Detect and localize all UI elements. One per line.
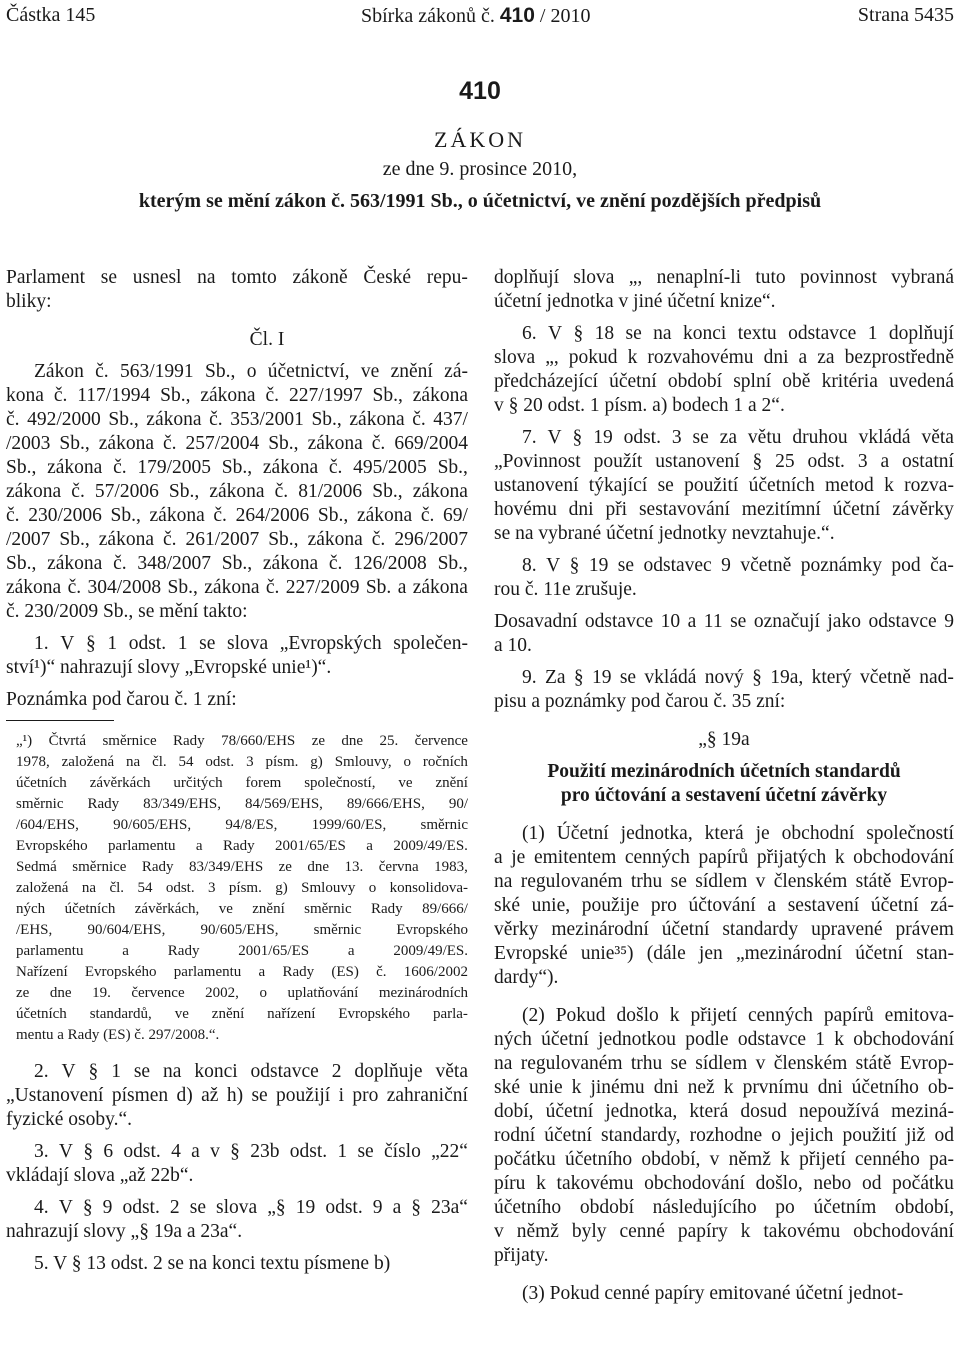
text-line: se na vybrané účetní jednotky nevztahuje.“. [494, 523, 835, 544]
footnote-line: ze dne 19. července 2002, o uplatňování mezinárodních [16, 985, 468, 1001]
text-line: ské unie k jinému dni než k prvnímu dni účetního ob- [494, 1077, 954, 1098]
text-line: kona č. 117/1994 Sb., zákona č. 227/1997 Sb., zákona [6, 385, 468, 406]
paragraph [494, 1004, 954, 1268]
text-line: 2. V § 1 se na konci odstavce 2 doplňuje věta [34, 1061, 468, 1082]
paragraph [494, 610, 954, 658]
section-label: Čl. I [249, 329, 285, 350]
text-line: dobí, účetní jednotka, která dosud nepoužívá meziná- [494, 1101, 954, 1122]
spacer [494, 658, 954, 666]
text-line: bliky: [6, 291, 52, 312]
spacer [6, 1046, 468, 1060]
footnote-line: ných účetních závěrkách, ve znění směrnic Rady 89/666/ [16, 901, 468, 917]
text-line: č. 492/2000 Sb., zákona č. 353/2001 Sb., zákona č. 437/ [6, 409, 468, 430]
paragraph [494, 266, 954, 314]
text-line: na regulovaném trhu se sídlem v členském státě Evrop- [494, 871, 954, 892]
text-line: ské unie, použije pro účtování a sestavení účetní zá- [494, 895, 954, 916]
right-column [494, 266, 954, 1306]
text-line: pisu a poznámky pod čarou č. 35 zní: [494, 691, 786, 712]
text-line: počátku účetního období, v němž k přijetí cenného pa- [494, 1149, 954, 1170]
header-year: / 2010 [534, 5, 591, 27]
header-number: 410 [499, 4, 535, 27]
text-line: účetní jednotka v jiné účetní knize“. [494, 291, 776, 312]
paragraph [494, 822, 954, 990]
text-line: Sb., zákona č. 348/2007 Sb., zákona č. 126/2008 Sb., [6, 553, 468, 574]
text-line: 4. V § 9 odst. 2 se slova „§ 19 odst. 9 a § 23a“ [34, 1197, 468, 1218]
spacer [494, 714, 954, 728]
spacer [6, 1244, 468, 1252]
text-line: /2007 Sb., zákona č. 261/2007 Sb., zákona č. 296/2007 [6, 529, 468, 550]
footnote-line: účetních závěrkách určitých forem společností, ve znění [16, 775, 468, 791]
paragraph [6, 360, 468, 624]
text-line: (2) Pokud došlo k přijetí cenných papírů emitova- [522, 1005, 954, 1026]
footnote-line: 1978, založená na čl. 54 odst. 3 písm. g) Smlouvy, o ročních [16, 754, 468, 770]
footnote-line: účetních standardů, ve znění nařízení Evropského parla- [16, 1006, 468, 1022]
footnote [6, 731, 468, 1046]
text-line: 3. V § 6 odst. 4 a v § 23b odst. 1 se číslo „22“ [34, 1141, 468, 1162]
spacer [494, 1268, 954, 1282]
text-line: a je emitentem cenných papírů přijatých k obchodování [494, 847, 954, 868]
text-line: slova „, pokud k rozvahovému dni a za bezprostředně [494, 347, 954, 368]
section-heading: pro účtování a sestavení účetní závěrky [560, 785, 888, 806]
paragraph [6, 266, 468, 314]
footnote-line: „¹) Čtvrtá směrnice Rady 78/660/EHS ze dne 25. července [16, 733, 468, 749]
text-line: píru k takovému obchodování došlo, nebo od počátku [494, 1173, 954, 1194]
section-heading: Použití mezinárodních účetních standardů [547, 761, 901, 782]
text-line: č. 230/2006 Sb., zákona č. 264/2006 Sb., zákona č. 69/ [6, 505, 468, 526]
footnote-line: parlamentu a Rady 2001/65/ES a 2009/49/ES. [16, 943, 468, 959]
text-line: v § 20 odst. 1 písm. a) bodech 1 a 2“. [494, 395, 785, 416]
text-line: přijaty. [494, 1245, 549, 1266]
footnote-line: /604/EHS, 90/605/EHS, 94/8/ES, 1999/60/ES, směrnic [16, 817, 468, 833]
text-line: 5. V § 13 odst. 2 se na konci textu písmene b) [34, 1253, 391, 1274]
spacer [6, 1132, 468, 1140]
header-page-number: Strana 5435 [857, 4, 954, 26]
spacer [6, 1188, 468, 1196]
paragraph [494, 1282, 954, 1306]
spacer [6, 352, 468, 360]
text-line: Dosavadní odstavce 10 a 11 se označují jako odstavce 9 [494, 611, 954, 632]
text-line: Zákon č. 563/1991 Sb., o účetnictví, ve znění zá- [34, 361, 468, 382]
law-number: 410 [459, 77, 501, 105]
footnote-line: Evropského parlamentu a Rady 2001/65/ES a 2009/49/ES. [16, 838, 468, 854]
text-line: nahrazují slovy „§ 19a a 23a“. [6, 1221, 243, 1242]
text-line: 7. V § 19 odst. 3 se za větu druhou vkládá věta [522, 427, 954, 448]
footnote-line: Nařízení Evropského parlamentu a Rady (ES) č. 1606/2002 [16, 964, 468, 980]
spacer [494, 752, 954, 760]
paragraph [6, 1196, 468, 1244]
text-line: zákona č. 57/2006 Sb., zákona č. 81/2006 Sb., zákona [6, 481, 468, 502]
text-line: „Povinnost použít ustanovení § 25 odst. 3 a ostatní [494, 451, 954, 472]
text-line: ustanovení týkající se použití účetních metod k rozva- [494, 475, 954, 496]
law-date: ze dne 9. prosince 2010, [382, 158, 578, 180]
spacer [6, 624, 468, 632]
footnote-line: směrnic Rady 83/349/EHS, 84/569/EHS, 89/666/EHS, 90/ [16, 796, 468, 812]
footnote-separator [6, 720, 114, 721]
text-line: Parlament se usnesl na tomto zákoně České repu- [6, 267, 468, 288]
text-line: „Ustanovení písmen d) až h) se použijí i pro zahraniční [6, 1085, 468, 1106]
spacer [494, 808, 954, 822]
spacer [494, 418, 954, 426]
text-line: 6. V § 18 se na konci textu odstavce 1 doplňují [522, 323, 954, 344]
left-column [6, 266, 468, 1276]
footnote-line: založená na čl. 54 odst. 3 písm. g) Smlouvy o konsolidova- [16, 880, 468, 896]
law-type: ZÁKON [434, 127, 526, 152]
paragraph [494, 666, 954, 714]
paragraph [494, 322, 954, 418]
text-line: Sb., zákona č. 179/2005 Sb., zákona č. 495/2005 Sb., [6, 457, 468, 478]
text-line: (3) Pokud cenné papíry emitované účetní jednot- [522, 1283, 904, 1304]
text-line: vkládají slova „až 22b“. [6, 1165, 194, 1186]
footnote-line: Sedmá směrnice Rady 83/349/EHS ze dne 13. června 1983, [16, 859, 468, 875]
text-line: dardy“). [494, 967, 559, 988]
text-line: a 10. [494, 635, 532, 656]
paragraph [494, 426, 954, 546]
footnote-line: /EHS, 90/604/EHS, 90/605/EHS, směrnic Evropského [16, 922, 468, 938]
text-line: v němž byly cenné papíry k takovému obchodování [494, 1221, 954, 1242]
spacer [494, 546, 954, 554]
law-subtitle: kterým se mění zákon č. 563/1991 Sb., o účetnictví, ve znění pozdějších předpisů [138, 190, 822, 212]
paragraph [6, 632, 468, 680]
footnote-line: mentu a Rady (ES) č. 297/2008.“. [16, 1027, 220, 1043]
spacer [494, 314, 954, 322]
text-line: 1. V § 1 odst. 1 se slova „Evropských společen- [34, 633, 468, 654]
paragraph [494, 554, 954, 602]
text-line: doplňují slova „, nenaplní-li tuto povinnost vybraná [494, 267, 954, 288]
text-line: (1) Účetní jednotka, která je obchodní společností [522, 823, 954, 844]
text-line: zákona č. 304/2008 Sb., zákona č. 227/2009 Sb. a zákona [6, 577, 468, 598]
header-collection [361, 4, 590, 28]
text-line: ství¹)“ nahrazují slovy „Evropské unie¹)“. [6, 657, 332, 678]
section-label: „§ 19a [698, 729, 750, 750]
spacer [494, 602, 954, 610]
paragraph [6, 1060, 468, 1132]
text-line: č. 230/2009 Sb., se mění takto: [6, 601, 248, 622]
text-line: rou č. 11e zrušuje. [494, 579, 637, 600]
spacer [6, 314, 468, 328]
text-line: rodní účetní standardy, rozhodne o jejich použití již od [494, 1125, 954, 1146]
header-part: Částka 145 [6, 4, 96, 26]
text-line: Evropské unie³⁵) (dále jen „mezinárodní účetní stan- [494, 943, 954, 964]
spacer [6, 680, 468, 688]
text-line: účetního období následujícího po účetním období, [494, 1197, 954, 1218]
text-line: /2003 Sb., zákona č. 257/2004 Sb., zákona č. 669/2004 [6, 433, 468, 454]
spacer [494, 990, 954, 1004]
text-line: hovému dni při sestavování mezitímní účetní závěrky [494, 499, 954, 520]
header-collection-prefix: Sbírka zákonů č. [361, 5, 495, 27]
paragraph [6, 1252, 468, 1276]
text-line: Poznámka pod čarou č. 1 zní: [6, 689, 237, 710]
text-line: věrky mezinárodní účetní standardy upravené právem [494, 919, 954, 940]
text-line: fyzické osoby.“. [6, 1109, 132, 1130]
text-line: ných účetní jednotkou podle odstavce 1 k obchodování [494, 1029, 954, 1050]
text-line: na regulovaném trhu se sídlem v členském státě Evrop- [494, 1053, 954, 1074]
page-header [6, 4, 954, 34]
paragraph [6, 1140, 468, 1188]
paragraph [6, 688, 468, 712]
text-line: předcházející účetní období splní obě kritéria uvedená [494, 371, 954, 392]
text-line: 8. V § 19 se odstavec 9 včetně poznámky pod ča- [522, 555, 954, 576]
text-line: 9. Za § 19 se vkládá nový § 19a, který včetně nad- [522, 667, 954, 688]
